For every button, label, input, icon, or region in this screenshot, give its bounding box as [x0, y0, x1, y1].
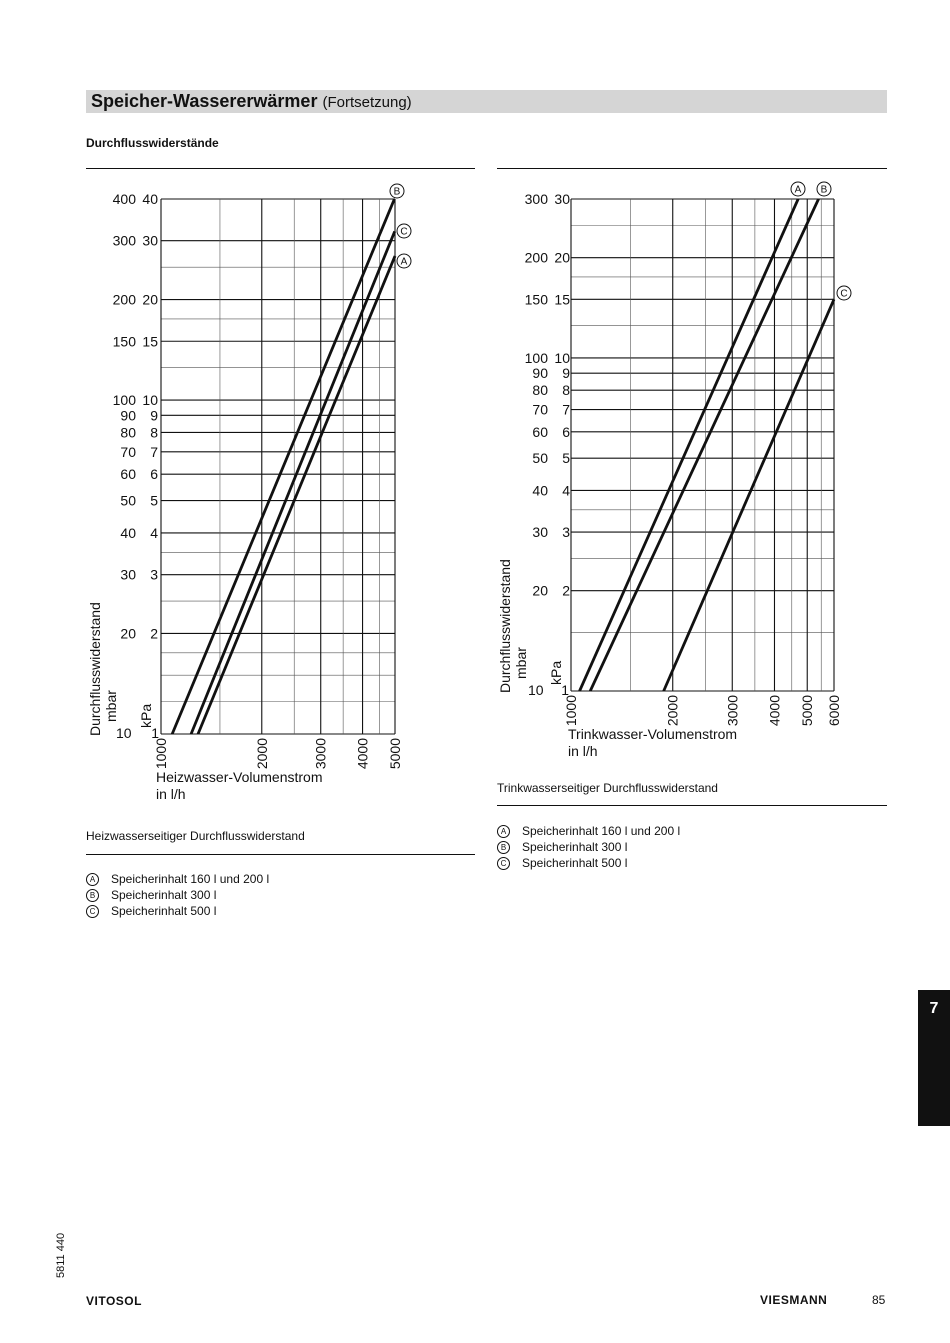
- x-tick-label: 4000: [354, 738, 371, 770]
- x-axis-title: Heizwasser-Volumenstrom: [156, 769, 323, 785]
- y-tick-label-kpa: 5: [562, 450, 570, 467]
- y-tick-label-mbar: 150: [112, 333, 136, 350]
- series-marker-label: C: [400, 226, 408, 238]
- y-tick-label-mbar: 100: [112, 392, 136, 409]
- legend-left: [86, 871, 269, 919]
- series-line-c: [191, 231, 395, 734]
- y-tick-label-kpa: 6: [562, 423, 570, 440]
- y-tick-label-mbar: 300: [524, 191, 548, 207]
- y-tick-label-kpa: 2: [562, 582, 570, 599]
- y-tick-label-mbar: 200: [112, 291, 136, 308]
- y-tick-label-kpa: 9: [150, 407, 158, 424]
- y-tick-label-mbar: 60: [532, 423, 548, 440]
- legend-item: [497, 823, 680, 839]
- x-axis-title: in l/h: [568, 743, 598, 759]
- page-title-sub: (Fortsetzung): [322, 94, 412, 111]
- y-tick-label-kpa: 6: [150, 466, 158, 483]
- y-tick-label-kpa: 40: [142, 191, 158, 207]
- legend-label: Speicherinhalt 160 l und 200 l: [111, 872, 270, 886]
- x-tick-label: 1000: [153, 738, 169, 770]
- y-tick-label-kpa: 9: [562, 365, 570, 382]
- x-tick-label: 3000: [724, 695, 741, 727]
- x-tick-label: 1000: [563, 695, 579, 727]
- y-tick-label-kpa: 30: [142, 232, 158, 249]
- y-tick-label-kpa: 10: [142, 392, 158, 409]
- y-tick-label-kpa: 7: [150, 443, 158, 460]
- legend-item: [86, 903, 269, 919]
- heizwasser-caption: Heizwasserseitiger Durchflusswiderstand: [86, 829, 305, 843]
- y-tick-label-mbar: 10: [528, 682, 544, 698]
- y-tick-label-mbar: 10: [116, 725, 132, 741]
- y-tick-label-mbar: 80: [120, 424, 136, 441]
- legend-item: [497, 855, 680, 871]
- section-title: Durchflusswiderstände: [86, 136, 219, 150]
- rule-left-top: [86, 168, 475, 169]
- y-tick-label-mbar: 150: [524, 291, 548, 308]
- heizwasser-chart: [80, 175, 480, 815]
- y-tick-label-kpa: 2: [150, 625, 158, 642]
- y-tick-label-mbar: 90: [120, 407, 136, 424]
- y-tick-label-kpa: 8: [150, 424, 158, 441]
- y-tick-label-mbar: 50: [532, 450, 548, 467]
- x-tick-label: 4000: [766, 695, 783, 727]
- y-tick-label-mbar: 200: [524, 249, 548, 266]
- y-tick-label-kpa: 10: [554, 349, 570, 366]
- y-unit-mbar: mbar: [103, 690, 119, 722]
- y-tick-label-kpa: 5: [150, 492, 158, 509]
- marker-b-icon: B: [86, 889, 99, 902]
- y-tick-label-mbar: 40: [532, 482, 548, 499]
- marker-c-icon: C: [86, 905, 99, 918]
- brand-viessmann-logo: VIESMANN: [760, 1293, 828, 1307]
- series-marker-label: B: [393, 186, 401, 198]
- legend-right: [497, 823, 680, 871]
- marker-a-icon: A: [497, 825, 510, 838]
- y-tick-label-mbar: 20: [532, 582, 548, 599]
- y-tick-label-mbar: 100: [524, 349, 548, 366]
- legend-label: Speicherinhalt 500 l: [522, 856, 628, 870]
- rule-left-bottom: [86, 854, 475, 855]
- x-axis-title: in l/h: [156, 786, 186, 802]
- x-tick-label: 5000: [387, 738, 403, 770]
- y-tick-label-kpa: 20: [142, 291, 158, 308]
- series-marker-label: B: [820, 184, 828, 196]
- y-tick-label-kpa: 8: [562, 382, 570, 399]
- series-line-a: [198, 256, 395, 734]
- legend-item: [497, 839, 680, 855]
- y-tick-label-mbar: 30: [120, 566, 136, 583]
- y-tick-label-kpa: 3: [150, 566, 158, 583]
- y-tick-label-mbar: 60: [120, 466, 136, 483]
- x-tick-label: 6000: [826, 695, 842, 727]
- y-tick-label-mbar: 300: [112, 232, 136, 249]
- y-axis-title: Durchflusswiderstand: [87, 602, 103, 736]
- y-tick-label-kpa: 20: [554, 249, 570, 266]
- y-tick-label-mbar: 30: [532, 524, 548, 541]
- y-tick-label-kpa: 4: [562, 482, 570, 499]
- x-axis-title: Trinkwasser-Volumenstrom: [568, 726, 738, 742]
- series-line-b: [172, 199, 394, 734]
- x-tick-label: 2000: [664, 695, 681, 727]
- page-title-main: Speicher-Wassererwärmer: [91, 91, 318, 111]
- y-tick-label-kpa: 3: [562, 524, 570, 541]
- series-line-a: [580, 199, 799, 691]
- series-marker-label: C: [840, 288, 848, 300]
- y-tick-label-mbar: 70: [120, 443, 136, 460]
- y-tick-label-mbar: 70: [532, 401, 548, 418]
- y-tick-label-mbar: 90: [532, 365, 548, 382]
- y-tick-label-kpa: 7: [562, 401, 570, 418]
- y-unit-kpa: kPa: [548, 660, 564, 685]
- y-tick-label-kpa: 15: [554, 291, 570, 308]
- x-tick-label: 3000: [312, 738, 329, 770]
- y-tick-label-kpa: 15: [142, 333, 158, 350]
- legend-item: [86, 887, 269, 903]
- legend-label: Speicherinhalt 300 l: [111, 888, 217, 902]
- legend-label: Speicherinhalt 300 l: [522, 840, 628, 854]
- y-tick-label-mbar: 40: [120, 524, 136, 541]
- y-tick-label-kpa: 1: [561, 682, 569, 698]
- y-tick-label-kpa: 1: [151, 725, 159, 741]
- rule-right-top: [497, 168, 887, 169]
- x-tick-label: 5000: [799, 695, 816, 727]
- marker-a-icon: A: [86, 873, 99, 886]
- x-tick-label: 2000: [253, 738, 270, 770]
- y-tick-label-kpa: 4: [150, 524, 158, 541]
- y-tick-label-kpa: 30: [554, 191, 570, 207]
- page-number: 85: [872, 1293, 886, 1307]
- page-title: [91, 90, 412, 114]
- rule-right-bottom: [497, 805, 887, 806]
- legend-label: Speicherinhalt 500 l: [111, 904, 217, 918]
- series-marker-label: A: [794, 184, 802, 196]
- series-marker-label: A: [400, 256, 408, 268]
- trinkwasser-caption: Trinkwasserseitiger Durchflusswiderstand: [497, 781, 718, 795]
- legend-item: [86, 871, 269, 887]
- y-unit-kpa: kPa: [138, 703, 154, 728]
- y-tick-label-mbar: 50: [120, 492, 136, 509]
- legend-label: Speicherinhalt 160 l und 200 l: [522, 824, 681, 838]
- chapter-number: 7: [929, 1000, 939, 1017]
- y-axis-title: Durchflusswiderstand: [497, 559, 513, 693]
- trinkwasser-chart: [492, 175, 892, 765]
- y-tick-label-mbar: 20: [120, 625, 136, 642]
- y-tick-label-mbar: 400: [112, 191, 136, 207]
- y-tick-label-mbar: 80: [532, 382, 548, 399]
- brand-vitosol: VITOSOL: [86, 1294, 142, 1308]
- series-line-b: [590, 199, 818, 691]
- marker-b-icon: B: [497, 841, 510, 854]
- document-number: 5811 440: [55, 1232, 67, 1278]
- y-unit-mbar: mbar: [513, 647, 529, 679]
- marker-c-icon: C: [497, 857, 510, 870]
